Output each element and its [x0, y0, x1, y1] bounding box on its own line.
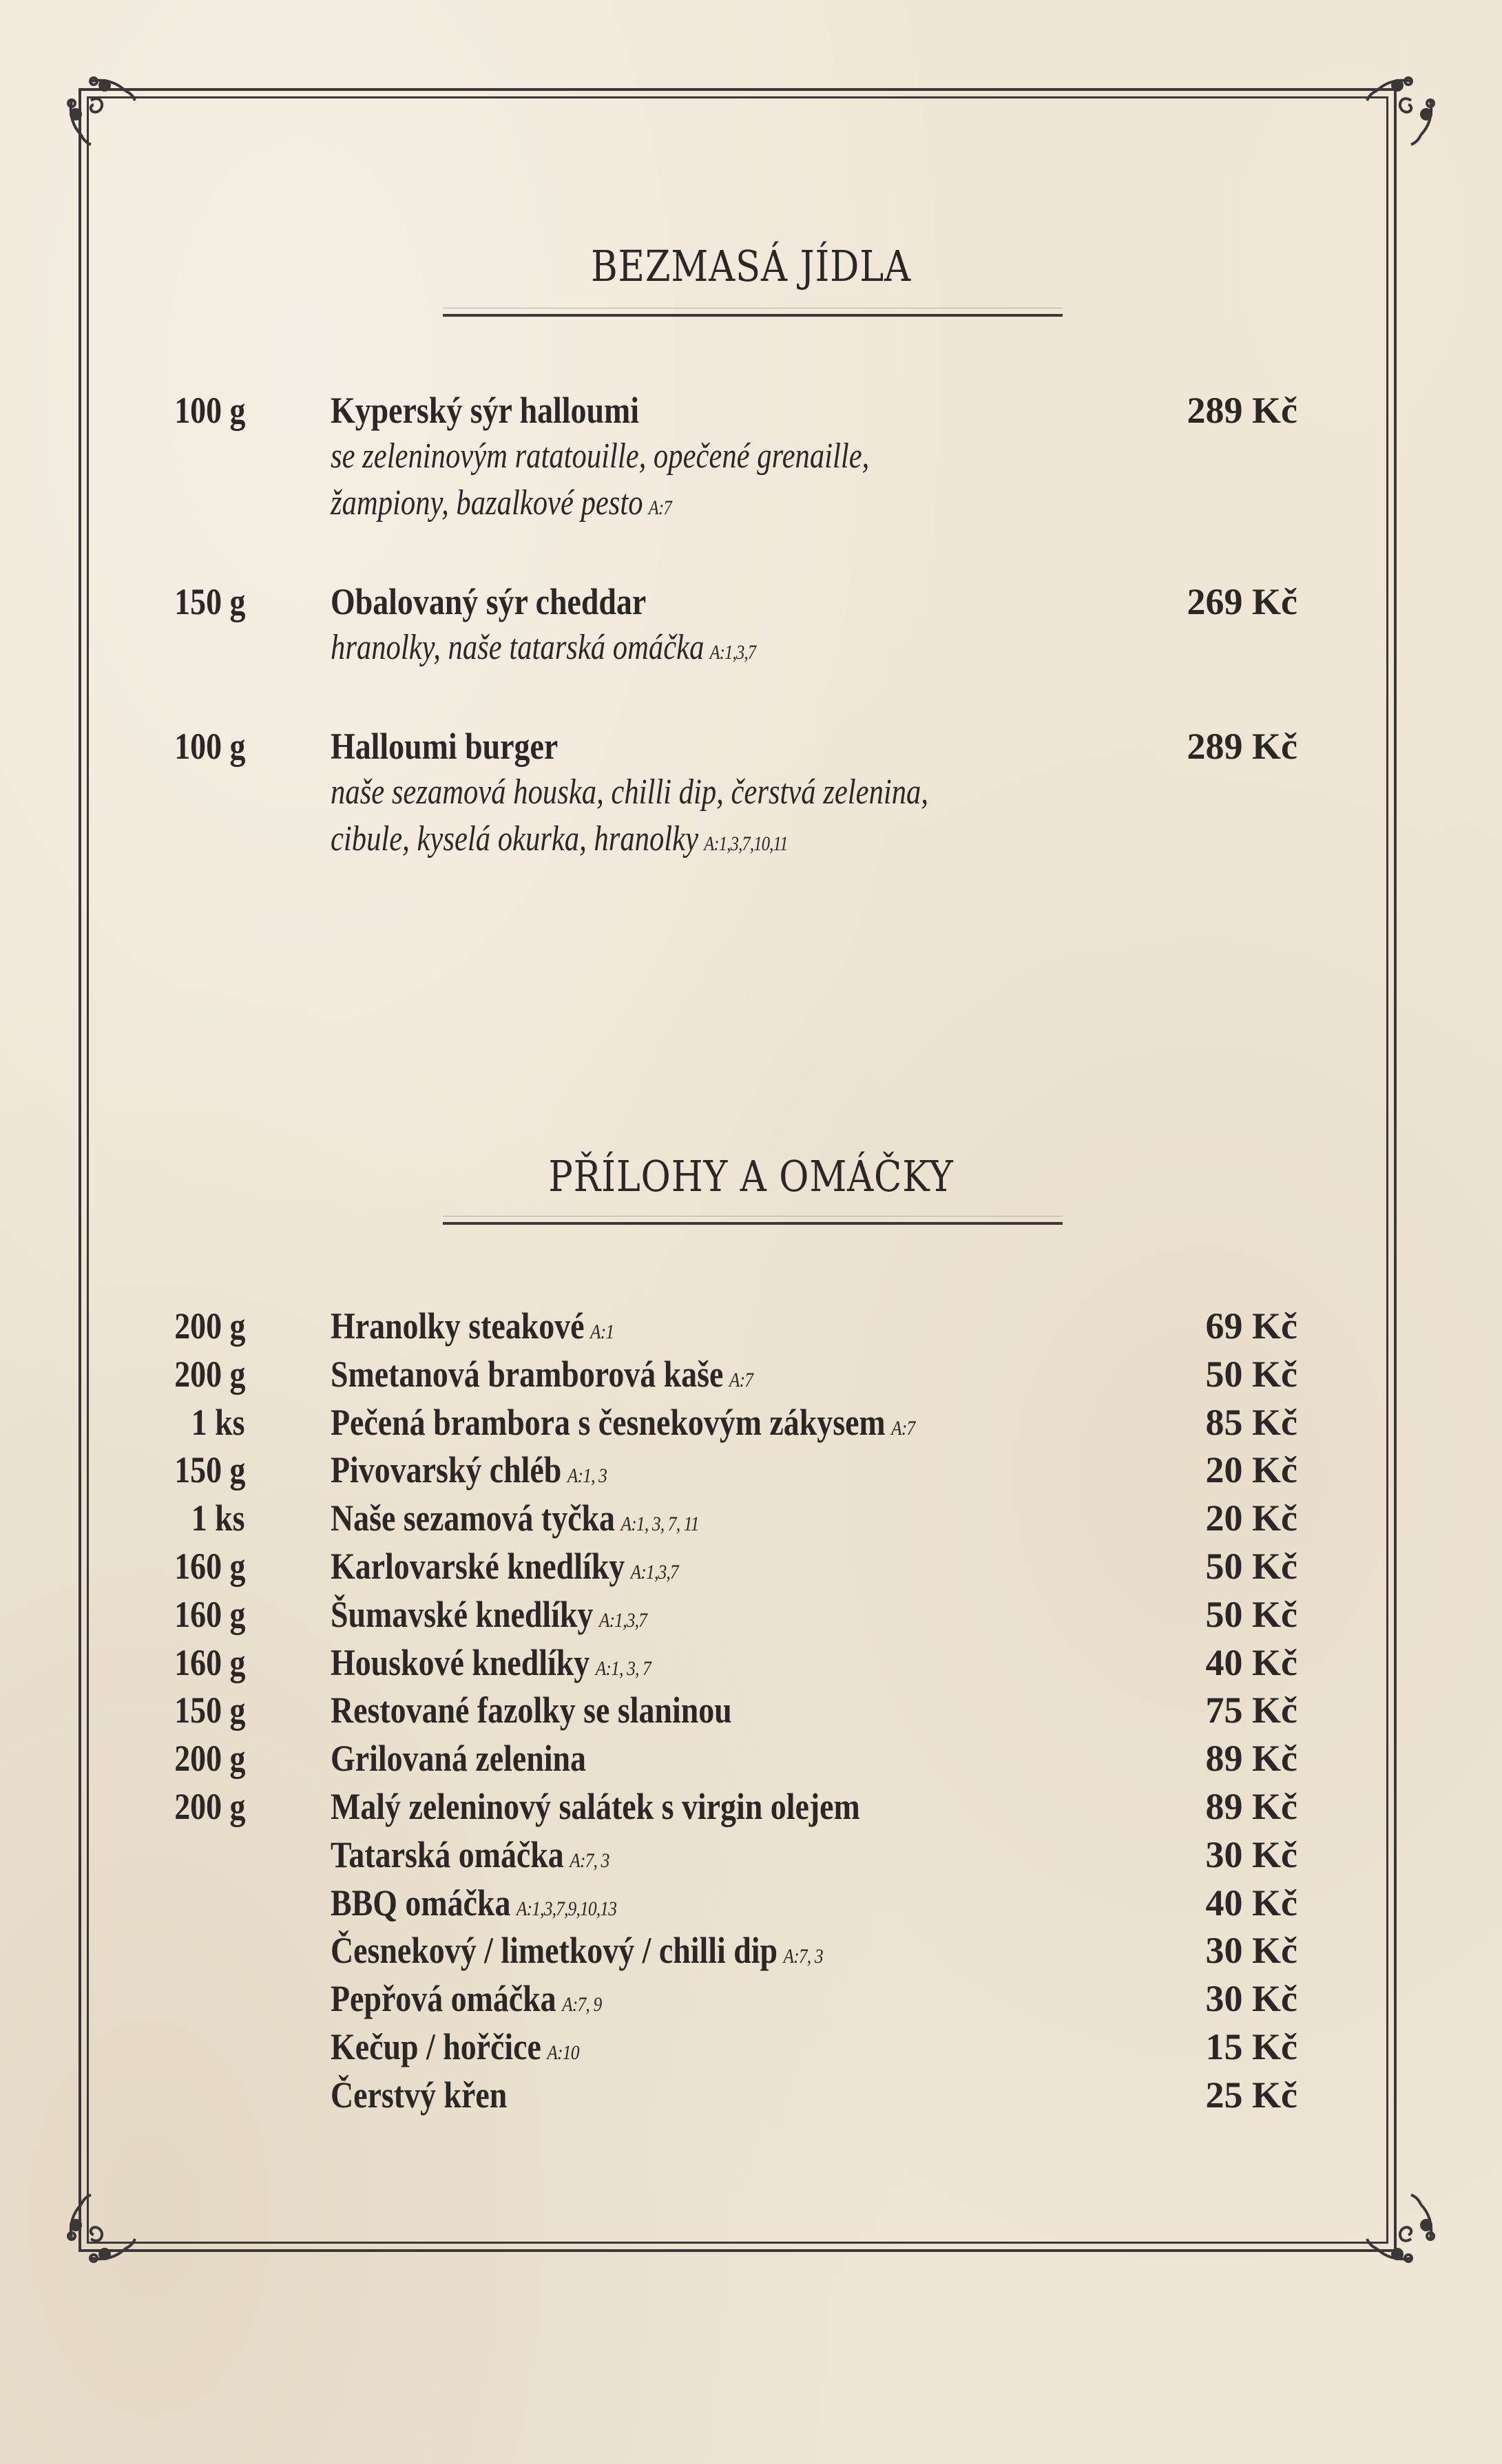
menu-item [0, 1305, 1502, 1353]
item-name [331, 1305, 614, 1347]
item-name-text: Naše sezamová tyčka [331, 1497, 616, 1539]
item-name-text: BBQ omáčka [331, 1882, 511, 1924]
item-price: 89 Kč [1205, 1738, 1297, 1780]
section-title-meatless: BEZMASÁ JÍDLA [590, 241, 912, 291]
item-name [331, 2074, 507, 2116]
item-weight: 160 g [174, 1641, 245, 1683]
menu-item [0, 1929, 1502, 1977]
item-name-text: Houskové knedlíky [331, 1641, 590, 1683]
item-description-line: naše sezamová houska, chilli dip, čerstvá zelenina, [331, 772, 929, 812]
item-name [331, 1929, 823, 1972]
item-price: 40 Kč [1205, 1641, 1297, 1683]
item-price: 15 Kč [1205, 2026, 1297, 2067]
item-weight: 200 g [174, 1305, 245, 1347]
item-weight: 160 g [174, 1546, 245, 1587]
corner-ornament-icon [1356, 2184, 1439, 2266]
item-allergens: A:10 [547, 2041, 579, 2064]
item-price: 269 Kč [1187, 581, 1297, 622]
item-name [331, 1785, 860, 1828]
menu-item [0, 2074, 1502, 2122]
item-price: 69 Kč [1205, 1305, 1297, 1347]
item-weight: 160 g [174, 1593, 245, 1635]
menu-item [0, 1833, 1502, 1882]
item-name [331, 1833, 609, 1876]
item-allergens: A:7, 9 [562, 1993, 602, 2017]
item-price: 50 Kč [1205, 1353, 1297, 1395]
item-name-text: Kečup / hořčice [331, 2026, 541, 2067]
item-description-line: se zeleninovým ratatouille, opečené grenaille, [331, 436, 870, 476]
section-divider [443, 1222, 1063, 1225]
item-price: 89 Kč [1205, 1786, 1297, 1827]
item-name [331, 1737, 586, 1780]
item-name [331, 2025, 579, 2068]
item-name-text: Pepřová omáčka [331, 1978, 556, 2020]
item-price: 75 Kč [1205, 1689, 1297, 1731]
item-price: 20 Kč [1205, 1449, 1297, 1491]
corner-ornament-icon [63, 73, 146, 156]
item-name-text: Šumavské knedlíky [331, 1593, 594, 1635]
item-allergens: A:1,3,7,10,11 [704, 832, 788, 855]
item-description-line [331, 819, 788, 859]
item-name [331, 1545, 678, 1588]
item-price: 40 Kč [1205, 1882, 1297, 1924]
menu-item [0, 1689, 1502, 1737]
item-allergens: A:7 [729, 1368, 753, 1391]
item-name [331, 1401, 915, 1444]
menu-item [0, 1593, 1502, 1641]
menu-item [0, 1737, 1502, 1785]
item-allergens: A:1,3,7,9,10,13 [516, 1897, 617, 1920]
item-name-text: Grilovaná zelenina [331, 1738, 587, 1780]
menu-item [0, 1641, 1502, 1689]
item-name-text: Restované fazolky se slaninou [331, 1689, 732, 1731]
item-price: 50 Kč [1205, 1546, 1297, 1587]
item-weight: 200 g [174, 1353, 245, 1395]
menu-item [0, 1449, 1502, 1497]
item-price: 30 Kč [1205, 1930, 1297, 1972]
item-allergens: A:7 [891, 1416, 915, 1440]
item-description-text: žampiony, bazalkové pesto [331, 483, 643, 523]
item-name [331, 1593, 647, 1636]
menu-item [0, 1545, 1502, 1593]
item-price: 50 Kč [1205, 1593, 1297, 1635]
item-price: 85 Kč [1205, 1401, 1297, 1443]
item-price: 30 Kč [1205, 1978, 1297, 2020]
item-price: 30 Kč [1205, 1833, 1297, 1875]
menu-item [0, 1785, 1502, 1833]
item-weight: 1 ks [191, 1497, 245, 1539]
item-name-text: Malý zeleninový salátek s virgin olejem [331, 1786, 860, 1827]
item-name [331, 1882, 616, 1924]
item-name-text: Česnekový / limetkový / chilli dip [331, 1930, 778, 1972]
item-weight: 200 g [174, 1738, 245, 1780]
item-name [331, 1449, 607, 1491]
item-description-line [331, 627, 755, 668]
item-name-text: Smetanová bramborová kaše [331, 1353, 724, 1395]
item-price: 20 Kč [1205, 1497, 1297, 1539]
item-name [331, 1977, 601, 2020]
item-name-text: Pivovarský chléb [331, 1449, 562, 1491]
item-name-text: Karlovarské knedlíky [331, 1546, 625, 1587]
item-weight: 150 g [174, 1449, 245, 1491]
item-price: 289 Kč [1187, 390, 1297, 431]
item-allergens: A:1,3,7 [598, 1608, 647, 1632]
item-allergens: A:7 [648, 496, 671, 519]
item-name-text: Pečená brambora s česnekovým zákysem [331, 1401, 886, 1443]
menu-item [0, 1353, 1502, 1401]
item-name: Obalovaný sýr cheddar [331, 581, 647, 622]
item-weight: 100 g [174, 390, 245, 431]
menu-item [0, 1401, 1502, 1449]
menu-item [0, 1882, 1502, 1930]
item-weight: 200 g [174, 1786, 245, 1827]
section-title-sides-sauces: PŘÍLOHY A OMÁČKY [548, 1151, 954, 1201]
item-description-line [331, 483, 671, 523]
item-name: Kyperský sýr halloumi [331, 390, 640, 431]
item-name-text: Čerstvý křen [331, 2074, 508, 2116]
item-allergens: A:1, 3 [567, 1464, 607, 1488]
item-name [331, 1353, 753, 1396]
item-description-text: hranolky, naše tatarská omáčka [331, 628, 705, 667]
menu-item [0, 1977, 1502, 2025]
item-weight: 150 g [174, 581, 245, 622]
section-divider [443, 314, 1063, 317]
menu-item [0, 1497, 1502, 1545]
menu-item [0, 2025, 1502, 2074]
item-name [331, 1641, 651, 1684]
item-allergens: A:7, 3 [783, 1945, 823, 1968]
corner-ornament-icon [63, 2184, 146, 2266]
item-weight: 100 g [174, 726, 245, 767]
item-description-text: cibule, kyselá okurka, hranolky [331, 819, 698, 859]
item-name-text: Hranolky steakové [331, 1305, 585, 1347]
item-weight: 1 ks [191, 1401, 245, 1443]
item-name [331, 1689, 732, 1731]
item-allergens: A:1,3,7 [709, 641, 756, 664]
item-allergens: A:1, 3, 7, 11 [620, 1513, 699, 1536]
item-name-text: Tatarská omáčka [331, 1833, 564, 1875]
item-allergens: A:7, 3 [570, 1849, 609, 1872]
corner-ornament-icon [1356, 73, 1439, 156]
item-name: Halloumi burger [331, 726, 559, 767]
item-weight: 150 g [174, 1689, 245, 1731]
item-name [331, 1497, 699, 1539]
item-allergens: A:1 [590, 1320, 614, 1343]
item-price: 289 Kč [1187, 726, 1297, 767]
item-allergens: A:1, 3, 7 [595, 1656, 651, 1680]
item-price: 25 Kč [1205, 2074, 1297, 2116]
item-allergens: A:1,3,7 [630, 1561, 678, 1583]
